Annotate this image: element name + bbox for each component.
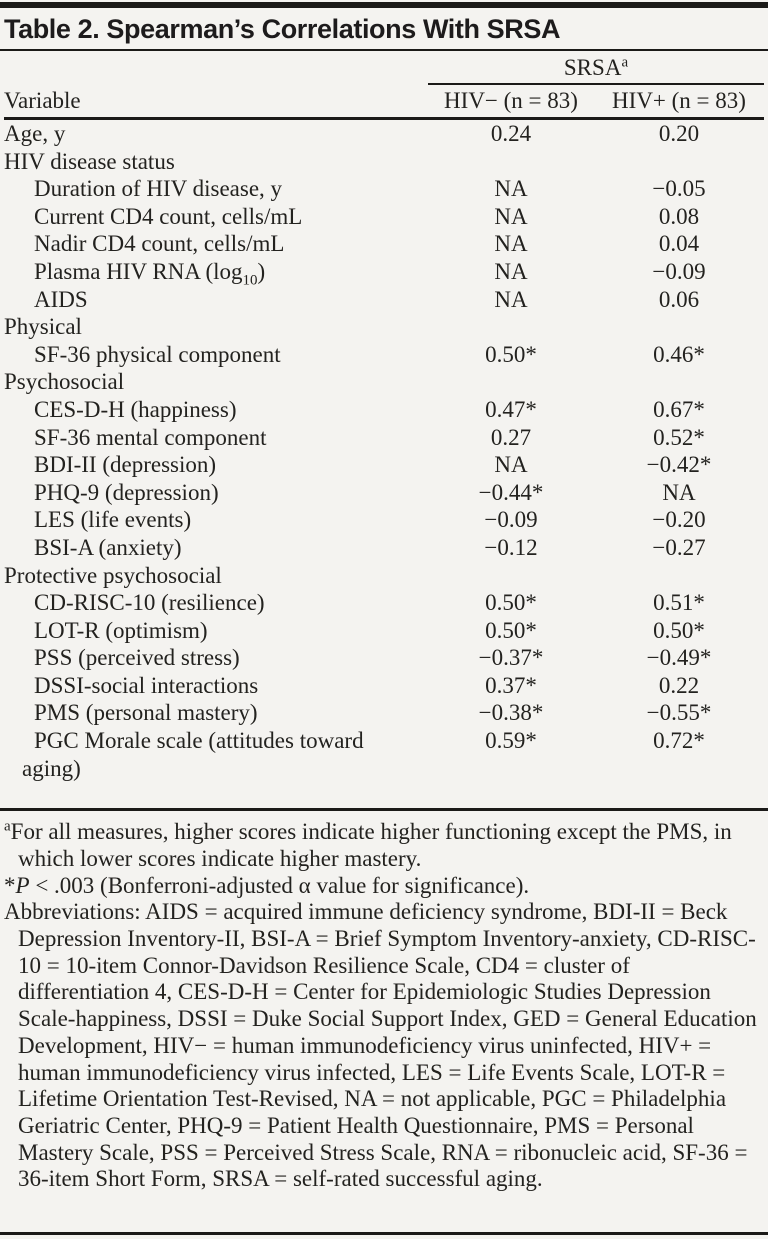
table-row xyxy=(4,424,764,452)
value-hiv-pos: −0.05 xyxy=(652,176,706,202)
value-hiv-pos: 0.04 xyxy=(658,231,700,257)
footnote-significance: *P < .003 (Bonferroni-adjusted α value for significance). xyxy=(4,872,530,898)
footnote-a-marker: a xyxy=(4,818,11,835)
value-hiv-neg: −0.12 xyxy=(484,534,538,560)
bottom-rule xyxy=(0,1232,768,1235)
section-label: Protective psychosocial xyxy=(4,562,222,588)
row-label: SF-36 mental component xyxy=(34,424,267,450)
value-hiv-pos: 0.22 xyxy=(658,672,700,698)
column-header-row xyxy=(4,84,764,119)
row-label: LES (life events) xyxy=(34,507,192,533)
header-corner xyxy=(4,51,428,84)
table-row xyxy=(4,617,764,645)
table-row xyxy=(4,589,764,617)
value-hiv-pos: 0.50* xyxy=(653,617,705,643)
row-label: Plasma HIV RNA $(\log_{10})$ xyxy=(34,258,266,289)
row-label: PHQ-9 (depression) xyxy=(34,479,219,505)
value-hiv-pos: 0.51* xyxy=(653,590,705,616)
value-hiv-neg: 0.59* xyxy=(485,728,537,754)
row-label: BDI-II (depression) xyxy=(34,452,217,478)
row-label: PGC Morale scale (attitudes toward aging) xyxy=(22,728,364,781)
value-hiv-pos xyxy=(594,368,764,396)
value-hiv-pos: 0.46* xyxy=(653,341,705,367)
value-hiv-neg: 0.24 xyxy=(490,121,532,146)
value-hiv-pos: 0.72* xyxy=(653,728,705,754)
table-row xyxy=(4,534,764,562)
table-row xyxy=(4,479,764,507)
row-label: Nadir CD4 count, cells/mL xyxy=(34,231,285,257)
table-row xyxy=(4,506,764,534)
table-footnotes xyxy=(4,811,764,1223)
column-group-footnote-marker: a xyxy=(621,54,629,71)
row-label: PMS (personal mastery) xyxy=(34,700,258,726)
value-hiv-pos: −0.20 xyxy=(652,507,706,533)
row-label: CES-D-H (happiness) xyxy=(34,396,237,422)
table-row xyxy=(4,699,764,727)
table-row xyxy=(4,175,764,203)
row-label: AIDS xyxy=(34,286,88,312)
table-row xyxy=(4,286,764,314)
section-row xyxy=(4,368,764,396)
row-label: SF-36 physical component xyxy=(34,341,281,367)
row-label: LOT-R (optimism) xyxy=(34,617,208,643)
table-row xyxy=(4,119,764,148)
hiv-negative-header: HIV− (n = 83) xyxy=(428,84,594,119)
value-hiv-neg: 0.50* xyxy=(485,341,537,367)
row-label: Age, y xyxy=(4,121,66,146)
value-hiv-pos: 0.20 xyxy=(658,121,700,146)
row-label: BSI-A (anxiety) xyxy=(34,534,182,560)
log-subscript: 10 xyxy=(242,272,258,289)
value-hiv-neg: −0.38* xyxy=(478,700,544,726)
section-label: HIV disease status xyxy=(4,148,175,174)
table-row xyxy=(4,727,764,808)
table-row xyxy=(4,341,764,369)
value-hiv-neg: 0.50* xyxy=(485,590,537,616)
value-hiv-neg xyxy=(428,562,594,590)
value-hiv-neg: NA xyxy=(494,286,528,312)
table-row xyxy=(4,644,764,672)
table-row xyxy=(4,230,764,258)
value-hiv-neg: −0.09 xyxy=(484,507,538,533)
section-row xyxy=(4,562,764,590)
row-label: Duration of HIV disease, y xyxy=(34,176,283,202)
table-row xyxy=(4,258,764,286)
value-hiv-neg: 0.47* xyxy=(485,396,537,422)
footnote-a: $^a$For all measures, higher scores indicate higher functioning except the PMS, in which lower scores indicate higher mastery. xyxy=(4,818,732,871)
value-hiv-neg: NA xyxy=(494,203,528,229)
footnote-abbreviations: Abbreviations: AIDS = acquired immune deficiency syndrome, BDI-II = Beck Depression Inventory-II, BSI-A = Brief Symptom Inventory-anxiety, CD-RISC-10 = 10-item Connor-Davidson Resilience Scale, CD4 = cluster of differentiation 4, CES-D-H = Center for Epidemiologic Studies Depression Scale-happiness, DSSI = Duke Social Support Index, GED = General Education Development, HIV− = human immunodeficiency virus uninfected, HIV+ = human immunodeficiency virus infected, LES = Life Events Scale, LOT-R = Lifetime Orientation Test-Revised, NA = not applicable, PGC = Philadelphia Geriatric Center, PHQ-9 = Patient Health Questionnaire, PMS = Personal Mastery Scale, PSS = Perceived Stress Scale, RNA = ribonucleic acid, SF-36 = 36-item Short Form, SRSA = self-rated successful aging. xyxy=(4,899,757,1192)
value-hiv-neg: NA xyxy=(494,176,528,202)
spanner-row xyxy=(4,51,764,84)
row-label: CD-RISC-10 (resilience) xyxy=(34,590,265,616)
value-hiv-neg: NA xyxy=(494,258,528,284)
value-hiv-neg: NA xyxy=(494,231,528,257)
value-hiv-neg: 0.37* xyxy=(485,672,537,698)
value-hiv-neg xyxy=(428,368,594,396)
value-hiv-pos xyxy=(594,562,764,590)
value-hiv-neg: −0.44* xyxy=(478,479,544,505)
table-row xyxy=(4,203,764,231)
value-hiv-pos: −0.55* xyxy=(646,700,712,726)
column-group-label: SRSA xyxy=(563,55,622,80)
table-row xyxy=(4,672,764,700)
value-hiv-pos xyxy=(594,148,764,176)
value-hiv-neg: 0.27 xyxy=(490,424,532,450)
row-label: Current CD4 count, cells/mL xyxy=(34,203,303,229)
variable-header: Variable xyxy=(4,84,428,119)
value-hiv-neg xyxy=(428,313,594,341)
value-hiv-pos: NA xyxy=(662,479,696,505)
value-hiv-pos: 0.67* xyxy=(653,396,705,422)
value-hiv-pos: 0.52* xyxy=(653,424,705,450)
row-label: PSS (perceived stress) xyxy=(34,645,240,671)
section-row xyxy=(4,313,764,341)
value-hiv-pos xyxy=(594,313,764,341)
value-hiv-pos: 0.08 xyxy=(658,203,700,229)
value-hiv-pos: −0.09 xyxy=(652,258,706,284)
row-label: DSSI-social interactions xyxy=(34,672,259,698)
section-label: Psychosocial xyxy=(4,369,125,395)
value-hiv-neg: 0.50* xyxy=(485,617,537,643)
value-hiv-pos: −0.27 xyxy=(652,534,706,560)
section-label: Physical xyxy=(4,314,82,340)
value-hiv-neg: −0.37* xyxy=(478,645,544,671)
value-hiv-neg xyxy=(428,148,594,176)
column-group-header xyxy=(428,51,764,84)
value-hiv-pos: 0.06 xyxy=(658,286,700,312)
section-row xyxy=(4,148,764,176)
table-row xyxy=(4,396,764,424)
correlations-table xyxy=(4,51,764,808)
value-hiv-pos: −0.49* xyxy=(646,645,712,671)
value-hiv-neg: NA xyxy=(494,452,528,478)
value-hiv-pos: −0.42* xyxy=(646,452,712,478)
table-title: Table 2. Spearman’s Correlations With SRSA xyxy=(4,14,561,44)
hiv-positive-header: HIV+ (n = 83) xyxy=(594,84,764,119)
table-row xyxy=(4,451,764,479)
